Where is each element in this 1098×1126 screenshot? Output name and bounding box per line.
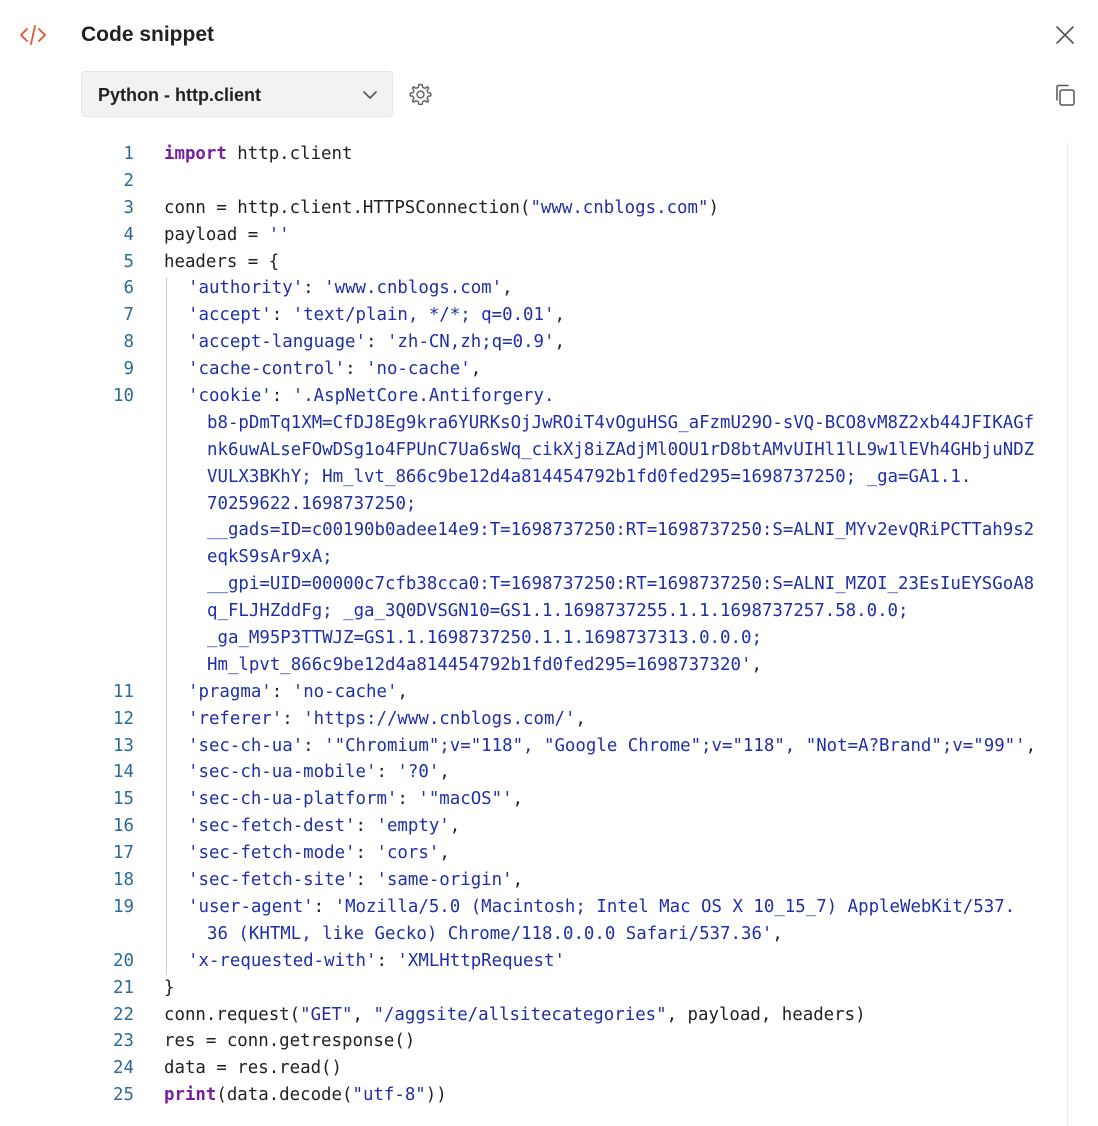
code-line-wrap: 70259622.1698737250; [207, 493, 417, 514]
code-line-wrap: __gads=ID=c00190b0adee14e9:T=1698737250:RT=1698737250:S=ALNI_MYv2evQRiPCTTah9s2 [207, 520, 1035, 541]
code-line: 19 'user-agent': 'Mozilla/5.0 (Macintosh; Intel Mac OS X 10_15_7) AppleWebKit/537. [0, 894, 1066, 921]
code-line: 20 'x-requested-with': 'XMLHttpRequest' [0, 948, 1066, 975]
code-icon [20, 24, 46, 46]
line-number: 20 [113, 950, 134, 971]
code-line: 15 'sec-ch-ua-platform': '"macOS"', [0, 786, 1066, 813]
line-number: 22 [113, 1004, 134, 1025]
code-line-wrap: b8-pDmTq1XM=CfDJ8Eg9kra6YURKsOjJwROiT4vOguHSG_aFzmU29O-sVQ-BCO8vM8Z2xb44JFIKAGf [207, 412, 1035, 433]
code-line: 11 'pragma': 'no-cache', [0, 679, 1066, 706]
code-line: 4 payload = '' [0, 222, 1066, 249]
line-number: 1 [123, 144, 134, 164]
code-line-wrap: VULX3BKhY; Hm_lvt_866c9be12d4a814454792b1fd0fed295=1698737250; _ga=GA1.1. [207, 466, 972, 487]
code-line-wrap: 36 (KHTML, like Gecko) Chrome/118.0.0.0 Safari/537.36', [207, 923, 783, 944]
line-number: 23 [113, 1031, 134, 1052]
code-line: 12 'referer': 'https://www.cnblogs.com/', [0, 706, 1066, 733]
code-line: 5 headers = { [0, 249, 1066, 276]
code-line: 13 'sec-ch-ua': '"Chromium";v="118", "Google Chrome";v="118", "Not=A?Brand";v="99"', [0, 733, 1066, 760]
code-line: 17 'sec-fetch-mode': 'cors', [0, 840, 1066, 867]
code-line [0, 168, 1066, 195]
code-line-wrap: eqkS9sAr9xA; [207, 547, 333, 568]
code-line: 6 'authority': 'www.cnblogs.com', [0, 275, 1066, 302]
line-number: 21 [113, 977, 134, 998]
line-number: 17 [113, 843, 134, 864]
code-line: 10 'cookie': '.AspNetCore.Antiforgery. [0, 383, 1066, 410]
code-line-wrap: Hm_lpvt_866c9be12d4a814454792b1fd0fed295=1698737320', [207, 654, 762, 675]
dialog-header [0, 0, 1098, 70]
line-number: 12 [113, 708, 134, 729]
close-icon[interactable] [1054, 24, 1076, 46]
code-line-wrap: q_FLJHZddFg; _ga_3Q0DVSGN10=GS1.1.1698737255.1.1.1698737257.58.0.0; [207, 601, 909, 622]
language-select-value: Python - http.client [98, 85, 261, 105]
code-line: 18 'sec-fetch-site': 'same-origin', [0, 867, 1066, 894]
line-number: 18 [113, 870, 134, 891]
line-number: 15 [113, 789, 134, 810]
line-number: 11 [113, 681, 134, 702]
code-line: 3 conn = http.client.HTTPSConnection("www.cnblogs.com") [0, 195, 1066, 222]
line-number: 5 [123, 251, 134, 272]
line-number: 19 [113, 896, 134, 917]
line-number: 10 [113, 386, 134, 407]
code-editor[interactable] [0, 141, 1066, 1109]
line-number: 14 [113, 762, 134, 783]
code-line-wrap: _ga_M95P3TTWJZ=GS1.1.1698737250.1.1.1698737313.0.0.0; [207, 628, 762, 649]
line-number: 25 [113, 1085, 134, 1106]
line-number: 13 [113, 735, 134, 756]
line-number: 6 [123, 278, 134, 299]
code-line: 21 } [0, 975, 1066, 1002]
line-number: 16 [113, 816, 134, 837]
code-line: 25 print(data.decode("utf-8")) [0, 1082, 1066, 1109]
code-line: 23 res = conn.getresponse() [0, 1028, 1066, 1055]
code-line: 14 'sec-ch-ua-mobile': '?0', [0, 759, 1066, 786]
code-line: 1 import http.client [0, 141, 1066, 168]
line-number: 7 [123, 305, 134, 326]
language-select[interactable] [81, 71, 393, 117]
chevron-down-icon [362, 88, 378, 102]
code-line: 9 'cache-control': 'no-cache', [0, 356, 1066, 383]
code-line-wrap: nk6uwALseFOwDSg1o4FPUnC7Ua6sWq_cikXj8iZAdjMl0OU1rD8btAMvUIHl1lL9w1lEVh4GHbjuNDZ [207, 439, 1035, 460]
line-number: 2 [123, 170, 134, 191]
code-line: 8 'accept-language': 'zh-CN,zh;q=0.9', [0, 329, 1066, 356]
line-number: 3 [123, 197, 134, 218]
line-number: 9 [123, 359, 134, 380]
code-line: 22 conn.request("GET", "/aggsite/allsitecategories", payload, headers) [0, 1002, 1066, 1029]
line-number: 24 [113, 1058, 134, 1079]
line-number: 4 [123, 224, 134, 245]
dialog-title: Code snippet [81, 23, 215, 46]
code-line-wrap: __gpi=UID=00000c7cfb38cca0:T=1698737250:RT=1698737250:S=ALNI_MZOI_23EsIuEYSGoA8 [207, 574, 1035, 595]
code-line: 24 data = res.read() [0, 1055, 1066, 1082]
gear-icon[interactable] [408, 82, 433, 107]
line-number: 8 [123, 332, 134, 353]
code-line: 16 'sec-fetch-dest': 'empty', [0, 813, 1066, 840]
code-line: 7 'accept': 'text/plain, */*; q=0.01', [0, 302, 1066, 329]
scrollbar-track[interactable] [1067, 142, 1068, 1126]
copy-icon[interactable] [1053, 83, 1077, 107]
